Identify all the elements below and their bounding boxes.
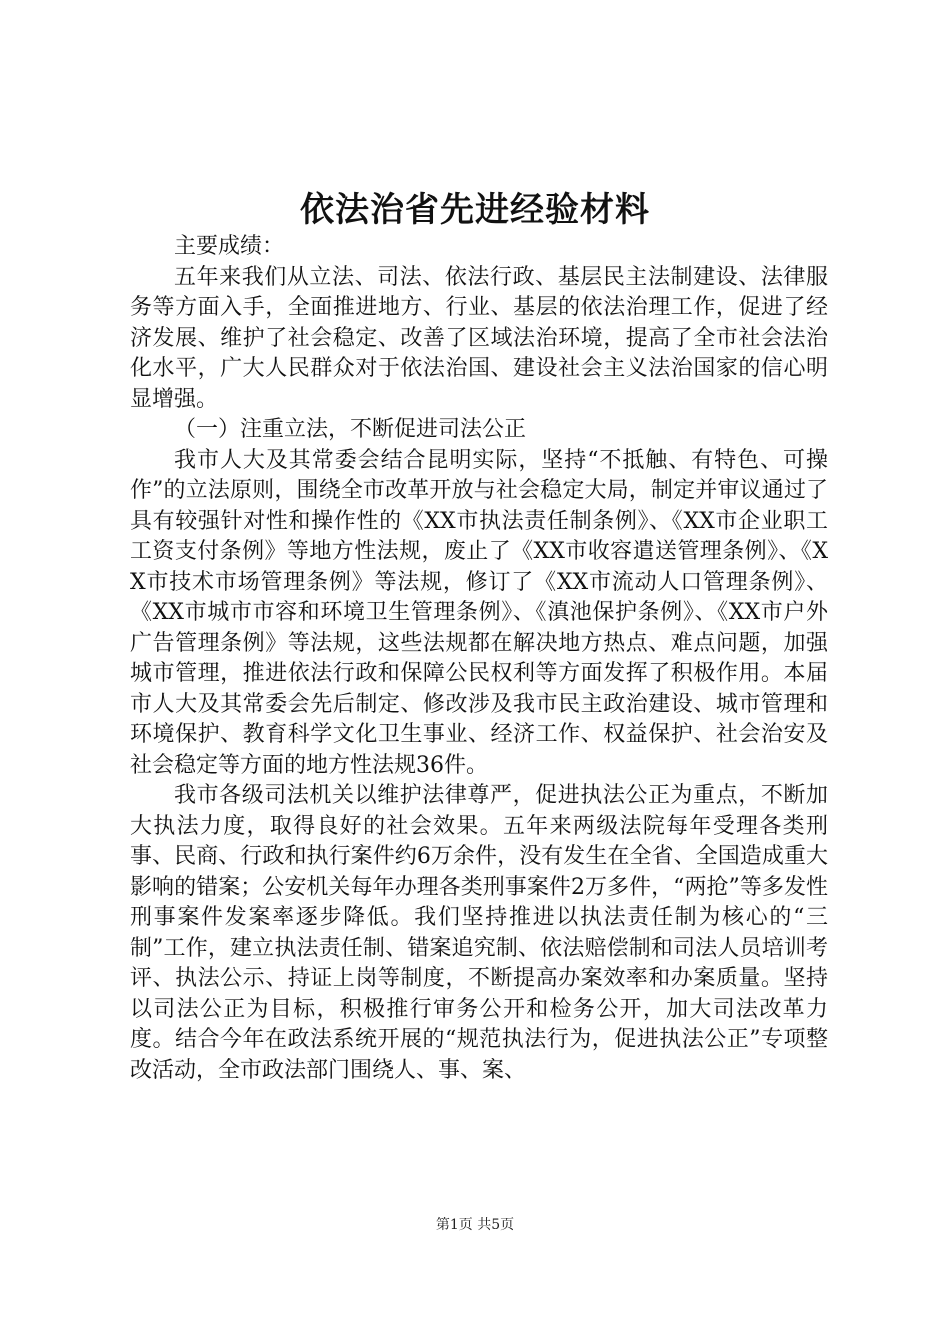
document-title: 依法治省先进经验材料 bbox=[300, 190, 650, 230]
paragraph-legislation: 我市人大及其常委会结合昆明实际，坚持“不抵触、有特色、可操作”的立法原则，围绕全市改革开放与社会稳定大局，制定并审议通过了具有较强针对性和操作性的《XX市执法责任制条例》、《XX市企业职工工资支付条例》等地方性法规，废止了《XX市收容遣送管理条例》、《XX市技术市场管理条例》等法规，修订了《XX市流动人口管理条例》、《XX市城市市容和环境卫生管理条例》、《滇池保护条例》、《XX市户外广告管理条例》等法规，这些法规都在解决地方热点、难点问题，加强城市管理，推进依法行政和保障公民权利等方面发挥了积极作用。本届市人大及其常委会先后制定、修改涉及我市民主政治建设、城市管理和环境保护、教育科学文化卫生事业、经济工作、权益保护、社会治安及社会稳定等方面的地方性法规36件。 bbox=[130, 447, 828, 778]
page-number-footer: 第1页 共5页 bbox=[435, 1217, 515, 1233]
document-body bbox=[130, 232, 828, 1086]
paragraph-overview: 五年来我们从立法、司法、依法行政、基层民主法制建设、法律服务等方面入手，全面推进地方、行业、基层的依法治理工作，促进了经济发展、维护了社会稳定、改善了区域法治环境，提高了全市社会法治化水平，广大人民群众对于依法治国、建设社会主义法治国家的信心明显增强。 bbox=[130, 264, 828, 412]
section-label-main-achievements: 主要成绩： bbox=[174, 234, 285, 259]
section-heading-legislation: （一）注重立法，不断促进司法公正 bbox=[174, 417, 527, 442]
paragraph-judicial: 我市各级司法机关以维护法律尊严，促进执法公正为重点，不断加大执法力度，取得良好的社会效果。五年来两级法院每年受理各类刑事、民商、行政和执行案件约6万余件，没有发生在全省、全国造成重大影响的错案；公安机关每年办理各类刑事案件2万多件，“两抢”等多发性刑事案件发案率逐步降低。我们坚持推进以执法责任制为核心的“三制”工作，建立执法责任制、错案追究制、依法赔偿制和司法人员培训考评、执法公示、持证上岗等制度，不断提高办案效率和办案质量。坚持以司法公正为目标，积极推行审务公开和检务公开，加大司法改革力度。结合今年在政法系统开展的“规范执法行为，促进执法公正”专项整改活动，全市政法部门围绕人、事、案、 bbox=[130, 783, 828, 1083]
